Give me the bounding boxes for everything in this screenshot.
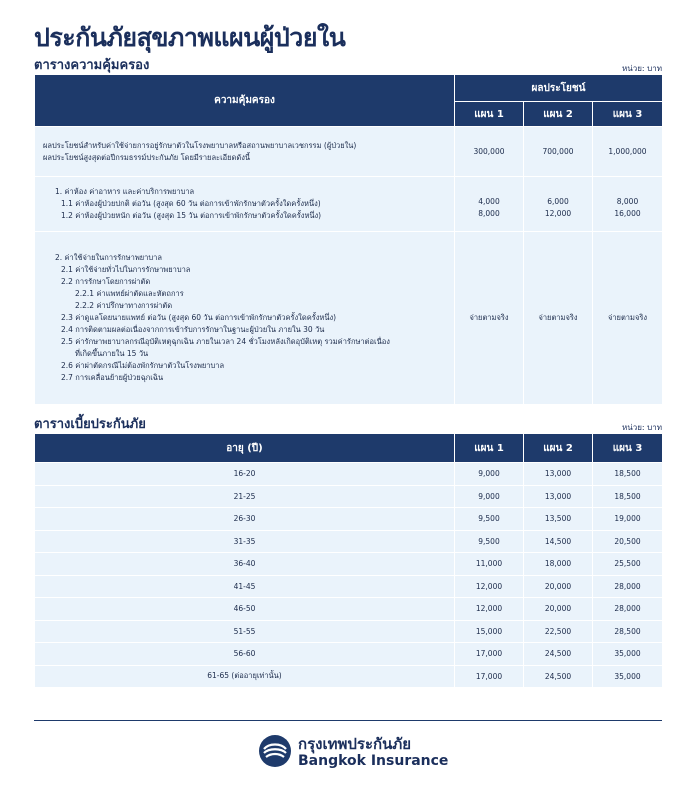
age-column-header: อายุ (ปี) [35,434,455,463]
plan-1-premium: 11,000 [455,553,524,576]
plan-2-value: 6,000 12,000 [524,177,593,232]
age-cell: 31-35 [35,530,455,553]
premium-row [35,598,663,621]
age-cell: 36-40 [35,553,455,576]
age-cell: 56-60 [35,643,455,666]
coverage-line: 2.7 การเคลื่อนย้ายผู้ป่วยฉุกเฉิน [61,373,164,382]
premium-unit-label: หน่วย: บาท [621,423,662,432]
coverage-line: ผลประโยชน์สำหรับค่าใช้จ่ายการอยู่รักษาตัวในโรงพยาบาลหรือสถานพยาบาลเวชกรรม (ผู้ป่วยใน) [43,140,357,150]
coverage-line: 2. ค่าใช้จ่ายในการรักษาพยาบาล [55,253,162,262]
plan-1-premium: 17,000 [455,665,524,688]
plan-2-premium: 18,000 [524,553,593,576]
plan-2-premium: 24,500 [524,665,593,688]
coverage-line: 2.2 การรักษาโดยการผ่าตัด [61,277,151,286]
premium-row [35,508,663,531]
plan-1-value: จ่ายตามจริง [455,232,524,405]
coverage-line: 2.2.1 ค่าแพทย์ผ่าตัดและหัตถการ [75,289,184,298]
logo-thai-name: กรุงเทพประกันภัย [298,735,412,753]
coverage-line: 2.3 ค่าดูแลโดยนายแพทย์ ต่อวัน (สูงสุด 60 วัน ต่อการเข้าพักรักษาตัวครั้งใดครั้งหนึ่ง) [61,313,337,322]
plan-2-premium: 13,000 [524,485,593,508]
premium-row [35,620,663,643]
footer-divider [34,720,662,721]
coverage-line: 1. ค่าห้อง ค่าอาหาร และค่าบริการพยาบาล [55,187,195,196]
coverage-table [34,74,663,405]
coverage-row [35,232,663,405]
plan-1-header: แผน 1 [455,102,524,127]
plan-1-premium: 15,000 [455,620,524,643]
bangkok-insurance-emblem-icon [258,734,292,772]
plan-2-premium: 22,500 [524,620,593,643]
coverage-line: 2.6 ค่าผ่าตัดกรณีไม่ต้องพักรักษาตัวในโรงพยาบาล [61,361,225,370]
coverage-row-label [35,127,455,177]
coverage-row-label [35,232,455,405]
premium-row [35,530,663,553]
plan-1-premium: 17,000 [455,643,524,666]
plan-3-premium: 35,000 [593,643,663,666]
premium-section-title: ตารางเบี้ยประกันภัย [34,417,146,432]
plan-3-premium: 25,500 [593,553,663,576]
plan-2-header: แผน 2 [524,102,593,127]
plan-3-value: 8,000 16,000 [593,177,663,232]
plan-2-premium: 20,000 [524,598,593,621]
plan-2-value: จ่ายตามจริง [524,232,593,405]
plan-3-premium: 35,000 [593,665,663,688]
plan-3-premium: 18,500 [593,485,663,508]
coverage-line: 2.5 ค่ารักษาพยาบาลกรณีอุบัติเหตุฉุกเฉิน ภายในเวลา 24 ชั่วโมงหลังเกิดอุบัติเหตุ รวมค่ารักษาต่อเนื่อง [61,337,390,346]
premium-row [35,463,663,486]
premium-row [35,575,663,598]
plan-3-premium: 28,000 [593,575,663,598]
coverage-line: 2.2.2 ค่าปรึกษาทางการผ่าตัด [75,301,173,310]
plan-1-premium: 9,000 [455,463,524,486]
plan-1-value: 4,000 8,000 [455,177,524,232]
coverage-row [35,127,663,177]
coverage-section-header [34,54,662,75]
logo-english-name: Bangkok Insurance [298,753,449,769]
premium-row [35,665,663,688]
plan-2-premium: 20,000 [524,575,593,598]
plan-3-header: แผน 3 [593,102,663,127]
coverage-line: 1.2 ค่าห้องผู้ป่วยหนัก ต่อวัน (สูงสุด 15 วัน ต่อการเข้าพักรักษาตัวครั้งใดครั้งหนึ่ง) [61,211,322,220]
age-cell: 26-30 [35,508,455,531]
plan-3-premium: 19,000 [593,508,663,531]
premium-section-header [34,413,662,434]
plan-3-premium: 20,500 [593,530,663,553]
plan-1-premium: 12,000 [455,598,524,621]
plan-1-premium: 9,000 [455,485,524,508]
coverage-line: ที่เกิดขึ้นภายใน 15 วัน [75,349,149,358]
plan-1-premium: 12,000 [455,575,524,598]
age-cell: 46-50 [35,598,455,621]
plan-2-premium: 13,500 [524,508,593,531]
plan-1-premium: 9,500 [455,530,524,553]
premium-row [35,485,663,508]
plan-1-premium: 9,500 [455,508,524,531]
coverage-line: 1.1 ค่าห้องผู้ป่วยปกติ ต่อวัน (สูงสุด 60 วัน ต่อการเข้าพักรักษาตัวครั้งใดครั้งหนึ่ง) [61,199,321,208]
coverage-column-header: ความคุ้มครอง [35,75,455,127]
page-title: ประกันภัยสุขภาพแผนผู้ป่วยใน [34,23,346,52]
age-cell: 61-65 (ต่ออายุเท่านั้น) [35,665,455,688]
plan-3-value: จ่ายตามจริง [593,232,663,405]
coverage-row [35,177,663,232]
premium-row [35,643,663,666]
plan-2-premium: 14,500 [524,530,593,553]
plan-2-premium: 24,500 [524,643,593,666]
premium-table [34,433,663,688]
coverage-line: ผลประโยชน์สูงสุดต่อปีกรมธรรม์ประกันภัย โดยมีรายละเอียดดังนี้ [43,152,251,162]
plan-3-premium: 18,500 [593,463,663,486]
premium-row [35,553,663,576]
plan-3-value: 1,000,000 [593,127,663,177]
coverage-unit-label: หน่วย: บาท [621,64,662,73]
plan-3-premium: 28,500 [593,620,663,643]
age-cell: 16-20 [35,463,455,486]
plan-2-value: 700,000 [524,127,593,177]
coverage-section-title: ตารางความคุ้มครอง [34,58,150,73]
company-logo [258,734,448,772]
plan-2-header: แผน 2 [524,434,593,463]
age-cell: 41-45 [35,575,455,598]
plan-2-premium: 13,000 [524,463,593,486]
benefits-column-header: ผลประโยชน์ [455,75,663,102]
coverage-line: 2.1 ค่าใช้จ่ายทั่วไปในการรักษาพยาบาล [61,265,191,274]
age-cell: 21-25 [35,485,455,508]
coverage-line: 2.4 การติดตามผลต่อเนื่องจากการเข้ารับการรักษาในฐานะผู้ป่วยใน ภายใน 30 วัน [61,325,325,334]
age-cell: 51-55 [35,620,455,643]
plan-1-header: แผน 1 [455,434,524,463]
plan-1-value: 300,000 [455,127,524,177]
coverage-row-label [35,177,455,232]
plan-3-premium: 28,000 [593,598,663,621]
plan-3-header: แผน 3 [593,434,663,463]
